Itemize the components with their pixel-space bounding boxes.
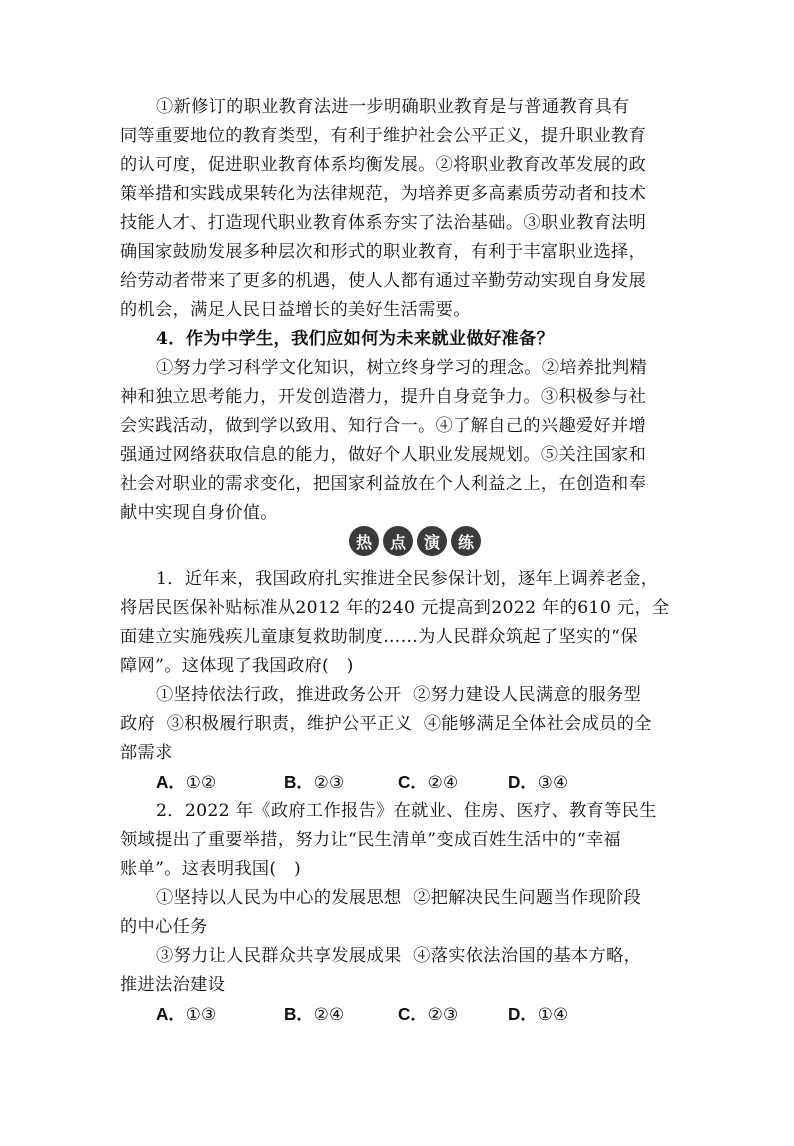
exercise1-options [156, 770, 680, 794]
option-c[interactable]: C．②④ [398, 772, 459, 793]
exercise1-statement-line: 部需求 [120, 743, 173, 763]
exercise2-statement-line: 推进法治建设 [120, 975, 226, 995]
exercise1-statement-line: ①坚持依法行政，推进政务公开 ②努力建设人民满意的服务型 [156, 685, 642, 705]
exercise2-statement-line: 的中心任务 [120, 917, 208, 937]
option-a[interactable]: A．①② [156, 772, 217, 793]
exercise2-stem-line: 2．2022 年《政府工作报告》在就业、住房、医疗、教育等民生 [156, 801, 657, 821]
exercise2-options [156, 1002, 680, 1026]
option-c[interactable]: C．②③ [398, 1004, 459, 1025]
exercise1-statement-line: 政府 ③积极履行职责，维护公平正义 ④能够满足全体社会成员的全 [120, 714, 652, 734]
question4-line: 神和独立思考能力，开发创造潜力，提升自身竞争力。③积极参与社 [120, 387, 647, 407]
question4-line: 强通过网络获取信息的能力，做好个人职业发展规划。⑤关注国家和 [120, 445, 647, 465]
option-a[interactable]: A．①③ [156, 1004, 217, 1025]
section1-line: 的机会，满足人民日益增长的美好生活需要。 [120, 300, 471, 320]
question4-line: 献中实现自身价值。 [120, 503, 278, 523]
banner-char: 演 [417, 526, 447, 556]
option-b[interactable]: B．②④ [284, 1004, 345, 1025]
question4-title: 4．作为中学生，我们应如何为未来就业做好准备？ [156, 329, 555, 349]
question4-line: 会实践活动，做到学以致用、知行合一。④了解自己的兴趣爱好并增 [120, 416, 647, 436]
exercise2-stem-line: 账单”。这表明我国( ) [120, 859, 302, 879]
option-d[interactable]: D．③④ [508, 772, 569, 793]
question4-line: ①努力学习科学文化知识，树立终身学习的理念。②培养批判精 [156, 358, 648, 378]
exercise2-stem-line: 领域提出了重要举措，努力让“民生清单”变成百姓生活中的“幸福 [120, 830, 621, 850]
exercise1-stem-line: 1．近年来，我国政府扎实推进全民参保计划，逐年上调养老金， [156, 569, 659, 589]
banner-char: 点 [383, 526, 413, 556]
section-banner [349, 526, 483, 556]
exercise2-statement-line: ①坚持以人民为中心的发展思想 ②把解决民生问题当作现阶段 [156, 888, 642, 908]
option-d[interactable]: D．①④ [508, 1004, 569, 1025]
exercise1-stem-line: 将居民医保补贴标准从2012 年的240 元提高到2022 年的610 元，全 [120, 598, 670, 618]
section1-line: 确国家鼓励发展多种层次和形式的职业教育，有利于丰富职业选择， [120, 242, 647, 262]
banner-char: 热 [349, 526, 379, 556]
banner-char: 练 [451, 526, 481, 556]
exercise2-statement-line: ③努力让人民群众共享发展成果 ④落实依法治国的基本方略， [156, 946, 642, 966]
section1-line: 同等重要地位的教育类型，有利于维护社会公平正义，提升职业教育 [120, 126, 647, 146]
section1-line: ①新修订的职业教育法进一步明确职业教育是与普通教育具有 [156, 97, 630, 117]
exercise1-stem-line: 面建立实施残疾儿童康复救助制度……为人民群众筑起了坚实的“保 [120, 627, 638, 647]
exercise1-stem-line: 障网”。这体现了我国政府( ) [120, 656, 354, 676]
section1-line: 技能人才、打造现代职业教育体系夯实了法治基础。③职业教育法明 [120, 213, 647, 233]
option-b[interactable]: B．②③ [284, 772, 345, 793]
section1-line: 给劳动者带来了更多的机遇，使人人都有通过辛勤劳动实现自身发展 [120, 271, 647, 291]
section1-line: 的认可度，促进职业教育体系均衡发展。②将职业教育改革发展的政 [120, 155, 647, 175]
question4-line: 社会对职业的需求变化，把国家利益放在个人利益之上，在创造和奉 [120, 474, 647, 494]
section1-line: 策举措和实践成果转化为法律规范，为培养更多高素质劳动者和技术 [120, 184, 647, 204]
